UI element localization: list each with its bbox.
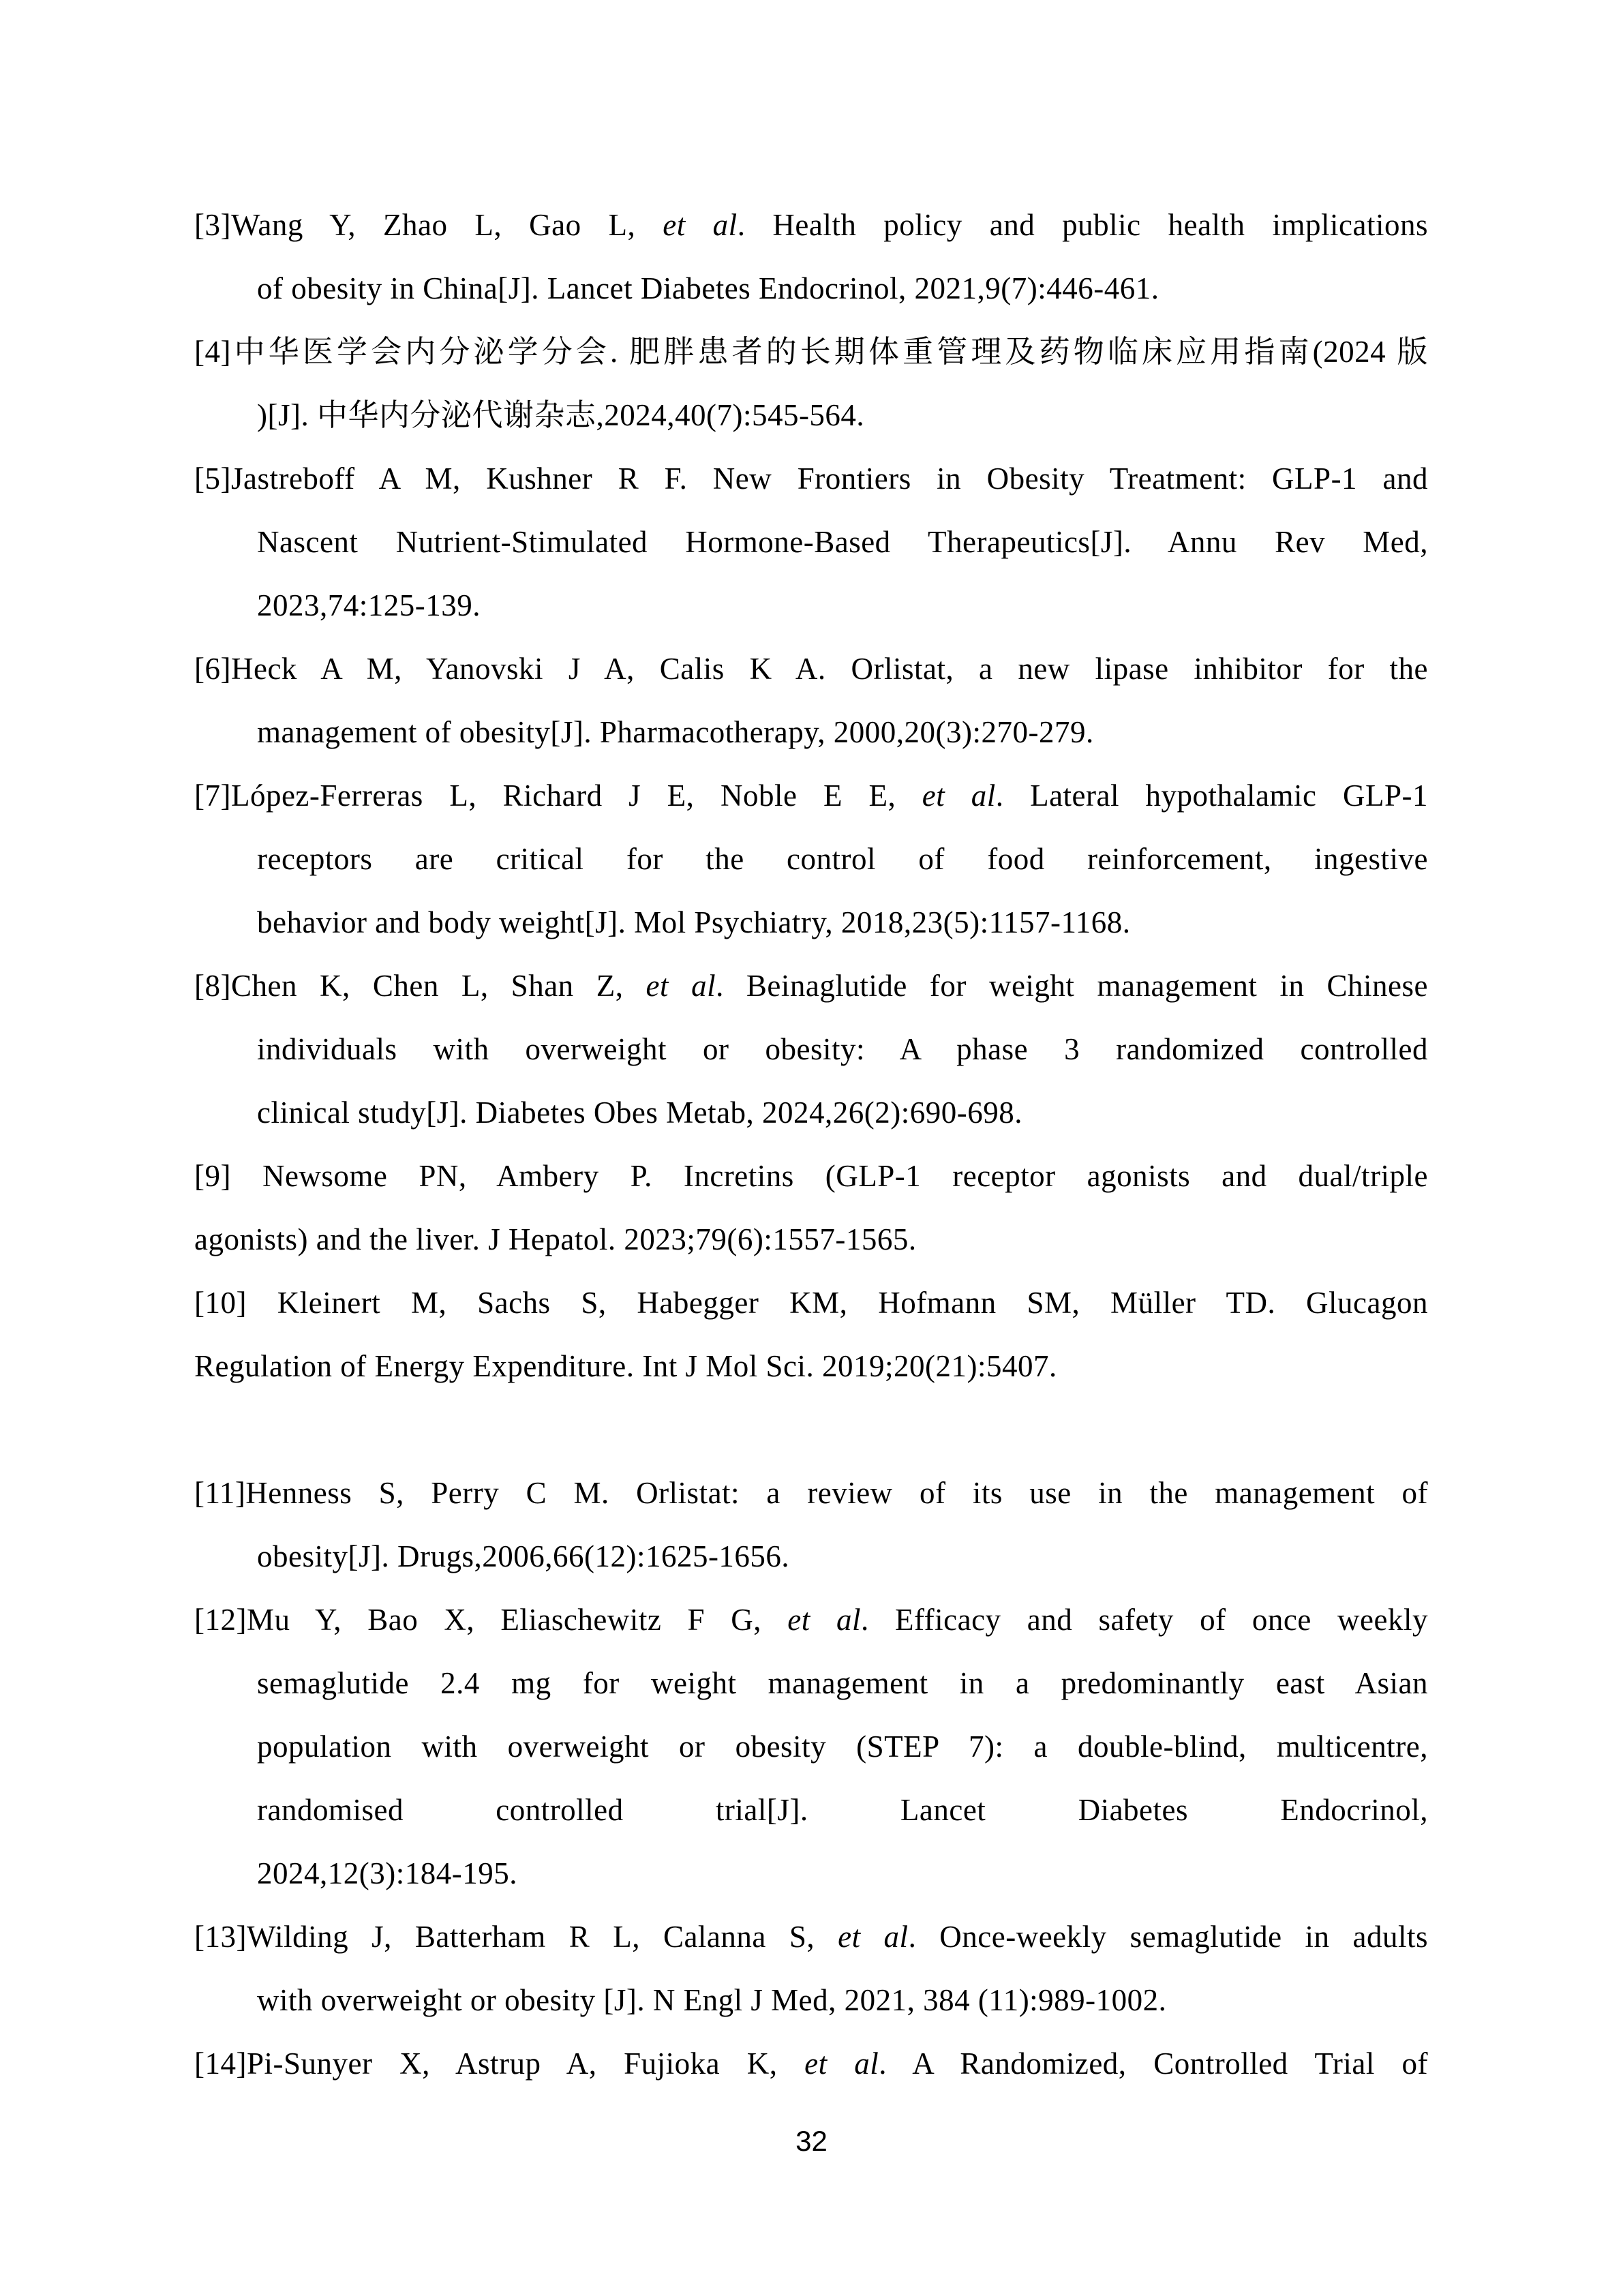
reference-line	[194, 2032, 1428, 2096]
reference-line	[194, 257, 1428, 320]
reference-11	[194, 1462, 1428, 1588]
reference-line	[194, 1842, 1428, 1905]
et-al-italic: et al	[663, 208, 738, 242]
ref-text: semaglutide 2.4 mg for weight management in a predominantly east Asian	[257, 1666, 1428, 1700]
reference-line	[194, 1018, 1428, 1081]
ref-text: [4]中华医学会内分泌学分会. 肥胖患者的长期体重管理及药物临床应用指南(2024 版	[194, 335, 1428, 369]
ref-text: obesity[J]. Drugs,2006,66(12):1625-1656.	[257, 1539, 790, 1573]
ref-text: Nascent Nutrient-Stimulated Hormone-Based Therapeutics[J]. Annu Rev Med,	[257, 525, 1428, 559]
ref-text: management of obesity[J]. Pharmacotherapy, 2000,20(3):270-279.	[257, 715, 1094, 749]
reference-line	[194, 637, 1428, 701]
ref-text: population with overweight or obesity (STEP 7): a double-blind, multicentre,	[257, 1729, 1428, 1764]
ref-text: [13]Wilding J, Batterham R L, Calanna S,	[194, 1920, 838, 1954]
et-al-italic: et al	[646, 969, 716, 1003]
page-number: 32	[795, 2125, 828, 2157]
et-al-italic: et al	[787, 1603, 861, 1637]
reference-6	[194, 637, 1428, 764]
paragraph-spacer	[194, 1398, 1428, 1462]
ref-text: . Efficacy and safety of once weekly	[861, 1603, 1428, 1637]
ref-text: [3]Wang Y, Zhao L, Gao L,	[194, 208, 663, 242]
reference-line	[194, 1779, 1428, 1842]
reference-line	[194, 701, 1428, 764]
reference-line	[194, 1715, 1428, 1779]
reference-line	[194, 1969, 1428, 2032]
reference-line	[194, 1525, 1428, 1588]
reference-8	[194, 954, 1428, 1145]
ref-text: [6]Heck A M, Yanovski J A, Calis K A. Orlistat, a new lipase inhibitor for the	[194, 652, 1428, 686]
reference-line	[194, 1462, 1428, 1525]
reference-line	[194, 1208, 1428, 1271]
ref-text: clinical study[J]. Diabetes Obes Metab, 2024,26(2):690-698.	[257, 1096, 1023, 1130]
reference-line	[194, 320, 1428, 384]
et-al-italic: et al	[804, 2046, 879, 2081]
ref-text: )[J]. 中华内分泌代谢杂志,2024,40(7):545-564.	[257, 398, 865, 432]
ref-text: . Lateral hypothalamic GLP-1	[995, 779, 1428, 813]
reference-line	[194, 1081, 1428, 1145]
reference-line	[194, 1905, 1428, 1969]
ref-text: 2023,74:125-139.	[257, 588, 481, 622]
ref-text: agonists) and the liver. J Hepatol. 2023;79(6):1557-1565.	[194, 1222, 917, 1256]
reference-line	[194, 384, 1428, 447]
ref-text: [9] Newsome PN, Ambery P. Incretins (GLP-1 receptor agonists and dual/triple	[194, 1159, 1428, 1193]
et-al-italic: et al	[838, 1920, 909, 1954]
ref-text: receptors are critical for the control of food reinforcement, ingestive	[257, 842, 1428, 876]
references-list	[194, 194, 1428, 2096]
reference-12	[194, 1588, 1428, 1905]
ref-text: [8]Chen K, Chen L, Shan Z,	[194, 969, 646, 1003]
reference-line	[194, 574, 1428, 637]
ref-text: . Health policy and public health implications	[737, 208, 1428, 242]
reference-3	[194, 194, 1428, 320]
ref-text: [14]Pi-Sunyer X, Astrup A, Fujioka K,	[194, 2046, 805, 2081]
reference-line	[194, 447, 1428, 511]
ref-text: [11]Henness S, Perry C M. Orlistat: a review of its use in the management of	[194, 1476, 1428, 1510]
reference-5	[194, 447, 1428, 637]
ref-text: [12]Mu Y, Bao X, Eliaschewitz F G,	[194, 1603, 788, 1637]
reference-line	[194, 954, 1428, 1018]
reference-line	[194, 891, 1428, 954]
reference-line	[194, 511, 1428, 574]
ref-text: [7]López-Ferreras L, Richard J E, Noble E E,	[194, 779, 922, 813]
ref-text: . Beinaglutide for weight management in Chinese	[716, 969, 1428, 1003]
ref-text: Regulation of Energy Expenditure. Int J Mol Sci. 2019;20(21):5407.	[194, 1349, 1057, 1383]
reference-line	[194, 1145, 1428, 1208]
reference-7	[194, 764, 1428, 954]
reference-line	[194, 1652, 1428, 1715]
reference-line	[194, 828, 1428, 891]
reference-9	[194, 1145, 1428, 1271]
ref-text: behavior and body weight[J]. Mol Psychiatry, 2018,23(5):1157-1168.	[257, 905, 1131, 939]
ref-text: . Once-weekly semaglutide in adults	[908, 1920, 1428, 1954]
reference-line	[194, 1271, 1428, 1335]
reference-13	[194, 1905, 1428, 2032]
ref-text: . A Randomized, Controlled Trial of	[879, 2046, 1428, 2081]
reference-line	[194, 764, 1428, 828]
reference-4	[194, 320, 1428, 447]
ref-text: individuals with overweight or obesity: A phase 3 randomized controlled	[257, 1032, 1428, 1066]
reference-14	[194, 2032, 1428, 2096]
reference-10	[194, 1271, 1428, 1398]
ref-text: of obesity in China[J]. Lancet Diabetes Endocrinol, 2021,9(7):446-461.	[257, 271, 1159, 305]
ref-text: with overweight or obesity [J]. N Engl J Med, 2021, 384 (11):989-1002.	[257, 1983, 1167, 2017]
ref-text: [10] Kleinert M, Sachs S, Habegger KM, Hofmann SM, Müller TD. Glucagon	[194, 1286, 1428, 1320]
ref-text: [5]Jastreboff A M, Kushner R F. New Frontiers in Obesity Treatment: GLP-1 and	[194, 462, 1428, 496]
et-al-italic: et al	[922, 779, 996, 813]
reference-line	[194, 194, 1428, 257]
ref-text: 2024,12(3):184-195.	[257, 1856, 517, 1890]
reference-line	[194, 1588, 1428, 1652]
ref-text: randomised controlled trial[J]. Lancet Diabetes Endocrinol,	[257, 1793, 1428, 1827]
reference-line	[194, 1335, 1428, 1398]
